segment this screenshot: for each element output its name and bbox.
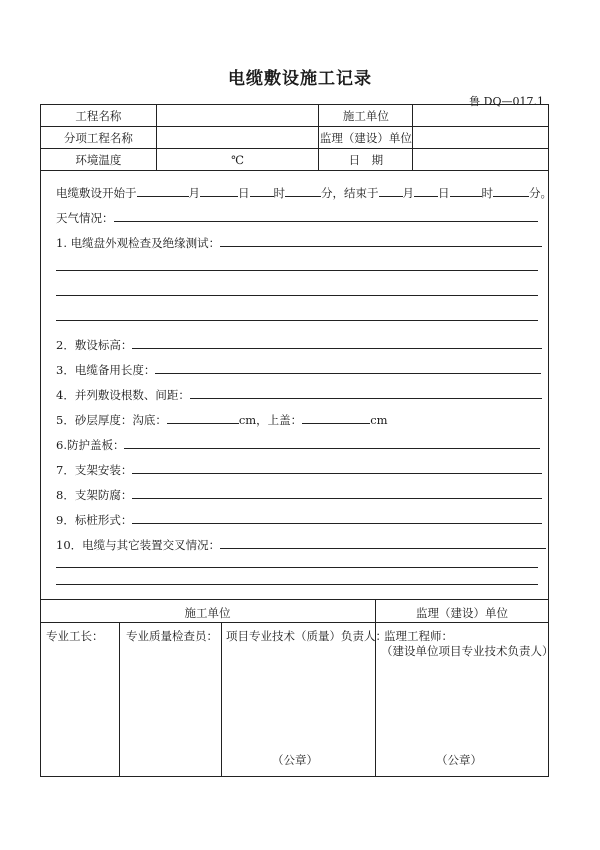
time-line [56, 184, 552, 201]
start-month-unit: 月 [188, 186, 200, 200]
tech-lead-signature-field[interactable]: 项目专业技术（质量）负责人： [226, 629, 387, 643]
signature-col-divider-2 [221, 622, 222, 777]
construction-unit-heading: 施工单位 [184, 606, 231, 620]
item-5-mid-label: cm，上盖： [238, 413, 303, 427]
start-minute-field[interactable] [285, 184, 321, 197]
date-field[interactable] [413, 149, 549, 171]
sub-project-field[interactable] [156, 127, 319, 149]
end-day-unit: 日 [438, 186, 450, 200]
ambient-temp-field[interactable] [156, 149, 319, 171]
start-hour-field[interactable] [250, 184, 274, 197]
project-name-field[interactable] [156, 105, 319, 127]
start-day-field[interactable] [200, 184, 238, 197]
item-5-line [56, 411, 388, 428]
start-month-field[interactable] [137, 184, 189, 197]
project-name-label: 工程名称 [41, 105, 157, 127]
foreman-signature-field[interactable]: 专业工长： [46, 629, 104, 643]
item-6-field[interactable] [124, 436, 540, 449]
document-number: 鲁 DQ—017.1 [469, 95, 544, 108]
item-9-label: 9．标桩形式： [56, 513, 133, 527]
weather-field[interactable] [114, 209, 538, 222]
signature-top-divider [40, 599, 549, 600]
item-3-label: 3．电缆备用长度： [56, 363, 156, 377]
item-9-field[interactable] [132, 511, 542, 524]
item-6-label: 6.防护盖板： [56, 438, 125, 452]
signature-col-divider-1 [119, 622, 120, 777]
item-6-line [56, 436, 540, 453]
supervision-unit-heading: 监理（建设）单位 [416, 606, 508, 620]
item-4-field[interactable] [190, 386, 542, 399]
item-1-extra-line-2[interactable] [56, 295, 538, 296]
ambient-temp-unit: ℃ [231, 152, 245, 167]
end-hour-unit: 时 [481, 186, 493, 200]
sub-project-label: 分项工程名称 [41, 127, 157, 149]
weather-label: 天气情况： [56, 211, 114, 225]
record-body [40, 173, 552, 599]
end-hour-field[interactable] [450, 184, 482, 197]
item-7-field[interactable] [132, 461, 542, 474]
owner-tech-lead-label: （建设单位项目专业技术负责人） [381, 644, 554, 658]
end-label: 分，结束于 [321, 186, 379, 200]
header-table [40, 104, 549, 171]
item-5-label: 5．砂层厚度：沟底： [56, 413, 167, 427]
page-title: 电缆敷设施工记录 [228, 69, 372, 89]
header-row-temperature [41, 149, 549, 171]
signature-main-divider [375, 599, 376, 777]
item-1-label: 1. 电缆盘外观检查及绝缘测试： [56, 236, 221, 250]
item-1-field[interactable] [220, 234, 542, 247]
item-3-line [56, 361, 541, 378]
construction-unit-label: 施工单位 [319, 105, 413, 127]
header-row-subproject [41, 127, 549, 149]
end-minute-unit: 分。 [529, 186, 552, 200]
item-4-line [56, 386, 542, 403]
item-4-label: 4．并列敷设根数、间距： [56, 388, 190, 402]
top-cover-field[interactable] [302, 411, 370, 424]
weather-line [56, 209, 538, 226]
item-9-line [56, 511, 542, 528]
date-label: 日 期 [319, 149, 413, 171]
construction-unit-field[interactable] [413, 105, 549, 127]
start-day-unit: 日 [238, 186, 250, 200]
item-1-extra-line-1[interactable] [56, 270, 538, 271]
item-5-unit: cm [370, 413, 388, 427]
ambient-temp-label: 环境温度 [41, 149, 157, 171]
start-hour-unit: 时 [273, 186, 285, 200]
end-month-unit: 月 [402, 186, 414, 200]
end-month-field[interactable] [379, 184, 403, 197]
item-10-label: 10．电缆与其它装置交叉情况： [56, 538, 221, 552]
item-2-label: 2．敷设标高： [56, 338, 133, 352]
item-8-field[interactable] [132, 486, 542, 499]
item-10-extra-line-1[interactable] [56, 567, 538, 568]
item-1-line [56, 234, 542, 251]
seal-right: （公章） [436, 753, 482, 767]
item-2-field[interactable] [132, 336, 542, 349]
item-8-line [56, 486, 542, 503]
item-3-field[interactable] [155, 361, 541, 374]
supervision-unit-label: 监理（建设）单位 [319, 127, 413, 149]
item-2-line [56, 336, 542, 353]
trench-bottom-field[interactable] [167, 411, 239, 424]
item-1-extra-line-3[interactable] [56, 320, 538, 321]
item-7-line [56, 461, 542, 478]
item-10-field[interactable] [220, 536, 546, 549]
seal-left: （公章） [272, 753, 318, 767]
header-row-project [41, 105, 549, 127]
item-8-label: 8．支架防腐： [56, 488, 133, 502]
supervising-engineer-signature-field[interactable]: 监理工程师： [384, 629, 453, 643]
item-10-line [56, 536, 546, 553]
item-7-label: 7．支架安装： [56, 463, 133, 477]
end-minute-field[interactable] [493, 184, 529, 197]
supervision-unit-field[interactable] [413, 127, 549, 149]
item-10-extra-line-2[interactable] [56, 584, 538, 585]
quality-inspector-signature-field[interactable]: 专业质量检查员： [126, 629, 218, 643]
signature-head-divider [40, 622, 549, 623]
start-label: 电缆敷设开始于 [56, 186, 137, 200]
end-day-field[interactable] [414, 184, 438, 197]
